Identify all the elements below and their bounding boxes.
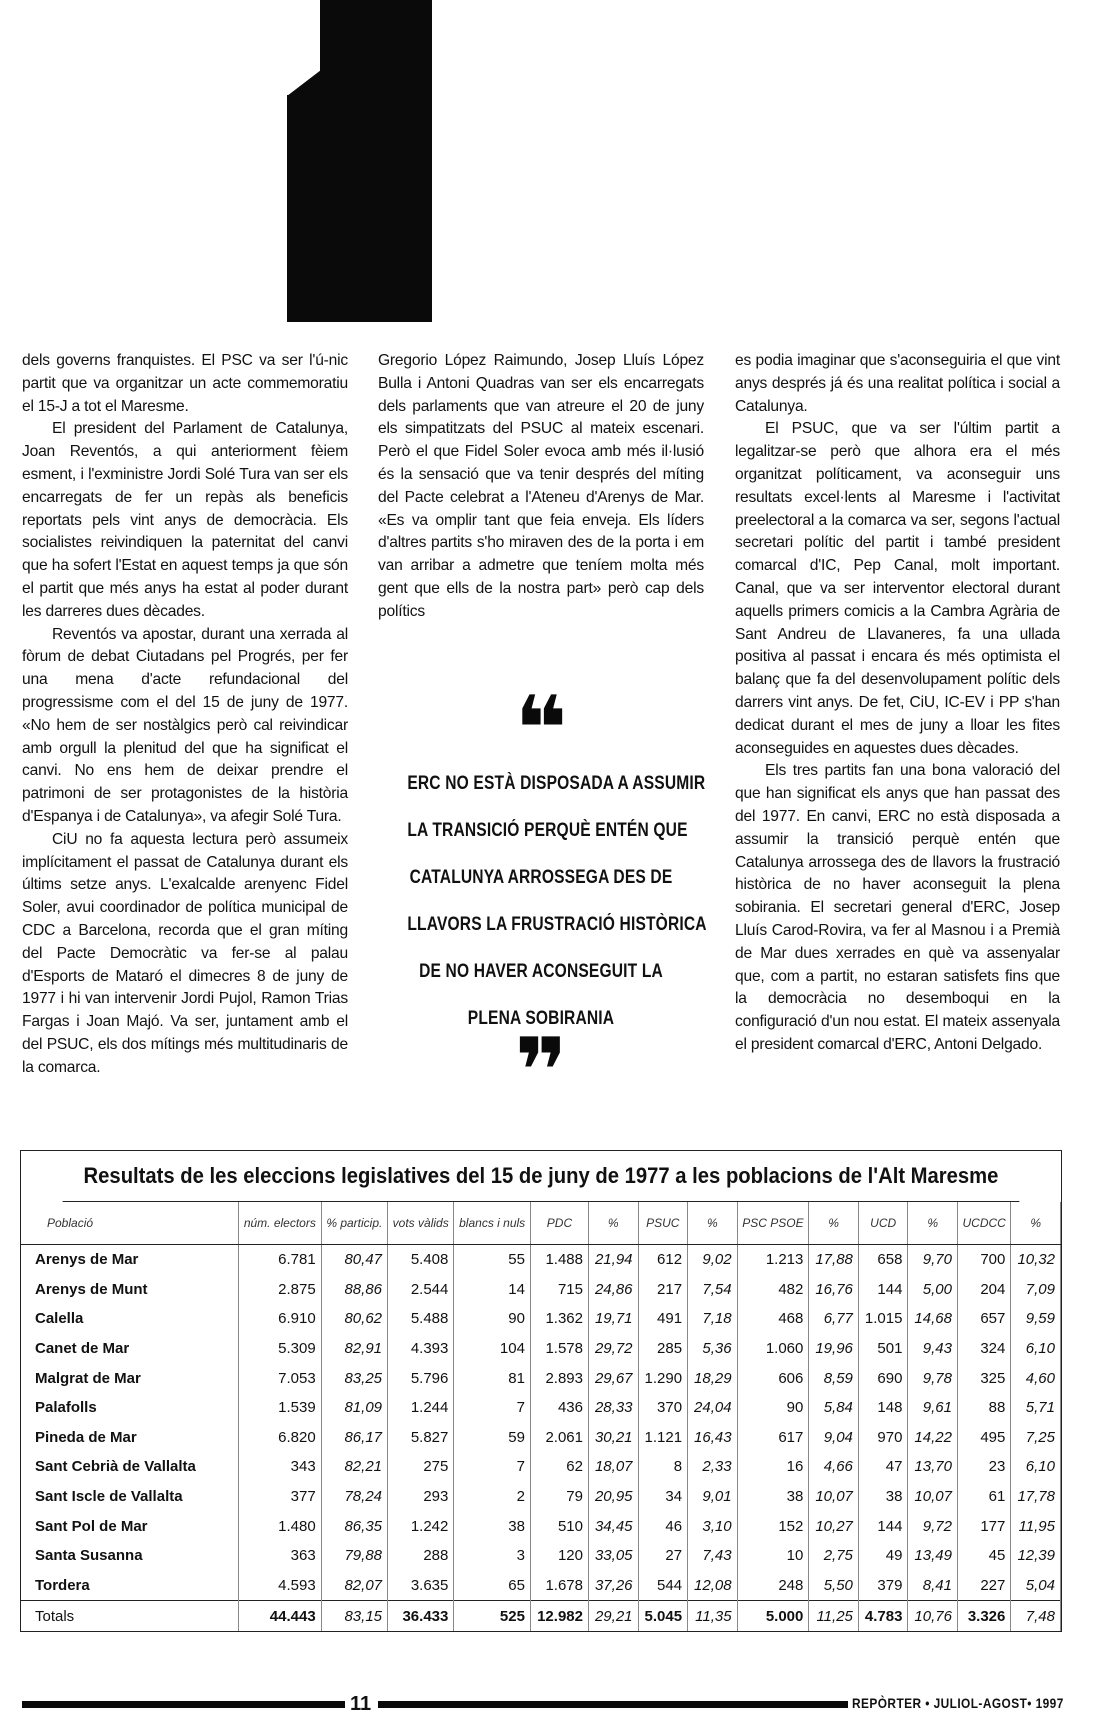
table-cell: 363	[239, 1541, 322, 1571]
table-cell: 1.060	[737, 1334, 809, 1364]
table-cell: 544	[638, 1571, 688, 1601]
totals-cell: 11,35	[688, 1601, 738, 1632]
totals-row	[21, 1601, 1061, 1632]
table-row	[21, 1511, 1061, 1541]
table-cell: 8,59	[809, 1363, 859, 1393]
table-cell: 275	[388, 1452, 454, 1482]
totals-cell: 10,76	[908, 1601, 958, 1632]
table-cell: 14,68	[908, 1304, 958, 1334]
table-cell: 65	[454, 1571, 531, 1601]
table-cell: 4,60	[1011, 1363, 1061, 1393]
table-cell: 55	[454, 1245, 531, 1275]
paragraph: CiU no fa aquesta lectura però assumeix implícitament el passat de Catalunya durant els últims setze anys. L'exalcalde arenyenc Fidel Soler, avui coordinador de política municipal de CDC a Barcelona, recorda que el gran míting del Pacte Democràtic va fer-se al palau d'Esports de Mataró el dimecres 8 de juny de 1977 i hi van intervenir Jordi Pujol, Ramon Trias Fargas i Joan Majó. Va ser, juntament amb el del PSUC, els dos mítings més multitudinaris de la comarca.	[22, 830, 348, 1076]
table-cell: 606	[737, 1363, 809, 1393]
pull-quote-line: PLENA SOBIRANIA	[467, 1008, 615, 1029]
table-cell: 3.635	[388, 1571, 454, 1601]
table-header-cell: PDC	[530, 1202, 588, 1245]
table-cell: 16	[737, 1452, 809, 1482]
table-cell: 24,86	[588, 1275, 638, 1305]
table-header-cell: PSC PSOE	[737, 1202, 809, 1245]
pull-quote-line: ERC NO ESTÀ DISPOSADA A ASSUMIR	[407, 773, 706, 794]
table-cell: 9,72	[908, 1511, 958, 1541]
totals-cell: 11,25	[809, 1601, 859, 1632]
table-header-cell: %	[688, 1202, 738, 1245]
table-cell: 7,43	[688, 1541, 738, 1571]
table-cell: 1.362	[530, 1304, 588, 1334]
town-name-cell: Canet de Mar	[21, 1334, 239, 1364]
totals-label: Totals	[21, 1601, 239, 1632]
footer-rule-right	[378, 1701, 848, 1708]
table-cell: 10,07	[809, 1482, 859, 1512]
table-cell: 4,66	[809, 1452, 859, 1482]
pull-quote-line: CATALUNYA ARROSSEGA DES DE	[409, 867, 673, 888]
table-cell: 144	[858, 1511, 908, 1541]
table-cell: 38	[454, 1511, 531, 1541]
town-name-cell: Sant Pol de Mar	[21, 1511, 239, 1541]
table-cell: 33,05	[588, 1541, 638, 1571]
table-cell: 7	[454, 1452, 531, 1482]
article-column-1	[22, 350, 348, 1080]
table-header-cell: UCD	[858, 1202, 908, 1245]
table-cell: 18,29	[688, 1363, 738, 1393]
totals-cell: 5.045	[638, 1601, 688, 1632]
table-cell: 80,62	[321, 1304, 387, 1334]
paragraph: es podia imaginar que s'aconseguiria el que vint anys després já és una realitat política i social a Catalunya.	[735, 352, 1060, 415]
table-cell: 657	[957, 1304, 1010, 1334]
table-cell: 482	[737, 1275, 809, 1305]
pull-quote-line: LLAVORS LA FRUSTRACIÓ HISTÒRICA	[407, 914, 707, 935]
table-cell: 4.593	[239, 1571, 322, 1601]
table-cell: 491	[638, 1304, 688, 1334]
table-cell: 9,61	[908, 1393, 958, 1423]
table-row	[21, 1541, 1061, 1571]
town-name-cell: Santa Susanna	[21, 1541, 239, 1571]
town-name-cell: Pineda de Mar	[21, 1423, 239, 1453]
table-cell: 9,02	[688, 1245, 738, 1275]
table-cell: 8,41	[908, 1571, 958, 1601]
table-cell: 2,75	[809, 1541, 859, 1571]
table-cell: 2.061	[530, 1423, 588, 1453]
table-cell: 23	[957, 1452, 1010, 1482]
table-cell: 152	[737, 1511, 809, 1541]
table-cell: 13,70	[908, 1452, 958, 1482]
table-cell: 88,86	[321, 1275, 387, 1305]
table-cell: 37,26	[588, 1571, 638, 1601]
table-cell: 3	[454, 1541, 531, 1571]
table-row	[21, 1334, 1061, 1364]
table-cell: 28,33	[588, 1393, 638, 1423]
table-cell: 144	[858, 1275, 908, 1305]
table-cell: 2.893	[530, 1363, 588, 1393]
pull-quote	[378, 677, 707, 1124]
table-cell: 370	[638, 1393, 688, 1423]
table-cell: 970	[858, 1423, 908, 1453]
paragraph: Reventós va apostar, durant una xerrada al fòrum de debat Ciutadans pel Progrés, per fer una mena d'acte refundacional del progressisme com el del 15 de juny de 1977. «No hem de ser nostàlgics però cal reivindicar amb orgull la plenitud del que ha significat el canvi. No ens hem de deixar prendre el patrimoni de ser protagonistes de la història d'Espanya i de Catalunya», va afegir Solé Tura.	[22, 625, 348, 825]
section-logo-stem	[287, 95, 321, 322]
table-cell: 120	[530, 1541, 588, 1571]
table-cell: 20,95	[588, 1482, 638, 1512]
table-cell: 17,78	[1011, 1482, 1061, 1512]
table-cell: 11,95	[1011, 1511, 1061, 1541]
magazine-footer: REPÒRTER • JULIOL-AGOST• 1997	[852, 1695, 1064, 1711]
table-cell: 6.781	[239, 1245, 322, 1275]
table-cell: 148	[858, 1393, 908, 1423]
table-cell: 1.244	[388, 1393, 454, 1423]
table-cell: 9,43	[908, 1334, 958, 1364]
table-cell: 658	[858, 1245, 908, 1275]
table-cell: 5.488	[388, 1304, 454, 1334]
table-cell: 5,84	[809, 1393, 859, 1423]
table-cell: 80,47	[321, 1245, 387, 1275]
table-cell: 5.408	[388, 1245, 454, 1275]
table-cell: 1.678	[530, 1571, 588, 1601]
table-cell: 14	[454, 1275, 531, 1305]
table-cell: 510	[530, 1511, 588, 1541]
table-cell: 700	[957, 1245, 1010, 1275]
table-cell: 90	[737, 1393, 809, 1423]
table-cell: 227	[957, 1571, 1010, 1601]
pull-quote-line: DE NO HAVER ACONSEGUIT LA	[419, 961, 663, 982]
table-cell: 2,33	[688, 1452, 738, 1482]
table-cell: 343	[239, 1452, 322, 1482]
table-cell: 79,88	[321, 1541, 387, 1571]
table-cell: 288	[388, 1541, 454, 1571]
table-cell: 104	[454, 1334, 531, 1364]
table-row	[21, 1571, 1061, 1601]
table-cell: 293	[388, 1482, 454, 1512]
table-cell: 86,17	[321, 1423, 387, 1453]
table-cell: 10,32	[1011, 1245, 1061, 1275]
table-cell: 9,59	[1011, 1304, 1061, 1334]
table-cell: 6.910	[239, 1304, 322, 1334]
table-title: Resultats de les eleccions legislatives del 15 de juny de 1977 a les poblacions de l'Alt Maresme	[63, 1151, 1020, 1202]
table-cell: 46	[638, 1511, 688, 1541]
table-cell: 501	[858, 1334, 908, 1364]
table-cell: 2	[454, 1482, 531, 1512]
table-row	[21, 1423, 1061, 1453]
table-cell: 10,07	[908, 1482, 958, 1512]
town-name-cell: Malgrat de Mar	[21, 1363, 239, 1393]
totals-cell: 44.443	[239, 1601, 322, 1632]
results-table	[21, 1202, 1061, 1631]
table-cell: 12,08	[688, 1571, 738, 1601]
table-cell: 61	[957, 1482, 1010, 1512]
table-cell: 5.309	[239, 1334, 322, 1364]
table-cell: 1.578	[530, 1334, 588, 1364]
table-cell: 38	[737, 1482, 809, 1512]
open-quote-icon: ❝	[514, 677, 568, 782]
table-cell: 78,24	[321, 1482, 387, 1512]
table-cell: 34	[638, 1482, 688, 1512]
totals-cell: 3.326	[957, 1601, 1010, 1632]
table-cell: 285	[638, 1334, 688, 1364]
table-header-cell: Població	[21, 1202, 239, 1245]
table-header-cell: blancs i nuls	[454, 1202, 531, 1245]
table-cell: 47	[858, 1452, 908, 1482]
table-cell: 90	[454, 1304, 531, 1334]
table-header-cell: núm. electors	[239, 1202, 322, 1245]
table-cell: 19,96	[809, 1334, 859, 1364]
table-cell: 9,04	[809, 1423, 859, 1453]
table-cell: 7,25	[1011, 1423, 1061, 1453]
table-header-cell: %	[809, 1202, 859, 1245]
table-cell: 81,09	[321, 1393, 387, 1423]
table-cell: 9,78	[908, 1363, 958, 1393]
table-cell: 2.544	[388, 1275, 454, 1305]
table-cell: 16,43	[688, 1423, 738, 1453]
table-header-cell: % particip.	[321, 1202, 387, 1245]
table-row	[21, 1452, 1061, 1482]
table-cell: 7	[454, 1393, 531, 1423]
table-cell: 82,91	[321, 1334, 387, 1364]
table-row	[21, 1363, 1061, 1393]
table-header-cell: UCDCC	[957, 1202, 1010, 1245]
table-cell: 16,76	[809, 1275, 859, 1305]
table-row	[21, 1245, 1061, 1275]
table-cell: 45	[957, 1541, 1010, 1571]
town-name-cell: Arenys de Mar	[21, 1245, 239, 1275]
table-cell: 29,72	[588, 1334, 638, 1364]
table-cell: 7.053	[239, 1363, 322, 1393]
table-cell: 30,21	[588, 1423, 638, 1453]
table-header-cell: %	[1011, 1202, 1061, 1245]
table-cell: 17,88	[809, 1245, 859, 1275]
table-cell: 21,94	[588, 1245, 638, 1275]
table-row	[21, 1393, 1061, 1423]
town-name-cell: Arenys de Munt	[21, 1275, 239, 1305]
table-cell: 325	[957, 1363, 1010, 1393]
article-column-3	[735, 350, 1060, 1057]
totals-cell: 36.433	[388, 1601, 454, 1632]
table-cell: 5,36	[688, 1334, 738, 1364]
table-cell: 1.121	[638, 1423, 688, 1453]
table-cell: 81	[454, 1363, 531, 1393]
table-cell: 4.393	[388, 1334, 454, 1364]
totals-cell: 83,15	[321, 1601, 387, 1632]
pull-quote-line: LA TRANSICIÓ PERQUÈ ENTÉN QUE	[407, 820, 688, 841]
table-cell: 29,67	[588, 1363, 638, 1393]
table-cell: 377	[239, 1482, 322, 1512]
table-cell: 1.015	[858, 1304, 908, 1334]
section-logo-notch	[287, 70, 321, 96]
table-header-cell: vots vàlids	[388, 1202, 454, 1245]
table-cell: 24,04	[688, 1393, 738, 1423]
results-table-box	[20, 1150, 1062, 1632]
table-cell: 7,18	[688, 1304, 738, 1334]
table-cell: 8	[638, 1452, 688, 1482]
table-cell: 10	[737, 1541, 809, 1571]
table-cell: 19,71	[588, 1304, 638, 1334]
table-cell: 13,49	[908, 1541, 958, 1571]
table-cell: 5,04	[1011, 1571, 1061, 1601]
town-name-cell: Sant Iscle de Vallalta	[21, 1482, 239, 1512]
page-number: 11	[350, 1693, 372, 1715]
table-cell: 49	[858, 1541, 908, 1571]
table-cell: 3,10	[688, 1511, 738, 1541]
table-cell: 9,70	[908, 1245, 958, 1275]
table-cell: 324	[957, 1334, 1010, 1364]
paragraph: El president del Parlament de Catalunya, Joan Reventós, a qui anteriorment fèiem esment, i l'exministre Jordi Solé Tura van ser els encarregats de fer un repàs als beneficis reportats pels vint anys de democràcia. Els socialistes reivindiquen la paternitat del canvi que ha sofert l'Estat en aquest temps ja que són el partit que més anys ha estat al poder durant les darreres dues dècades.	[22, 420, 348, 620]
table-cell: 436	[530, 1393, 588, 1423]
town-name-cell: Tordera	[21, 1571, 239, 1601]
town-name-cell: Sant Cebrià de Vallalta	[21, 1452, 239, 1482]
table-cell: 18,07	[588, 1452, 638, 1482]
table-cell: 177	[957, 1511, 1010, 1541]
table-cell: 86,35	[321, 1511, 387, 1541]
table-header-row	[21, 1202, 1061, 1245]
table-cell: 82,21	[321, 1452, 387, 1482]
close-quote-icon: ❞	[514, 1019, 568, 1124]
table-cell: 6,77	[809, 1304, 859, 1334]
table-cell: 82,07	[321, 1571, 387, 1601]
table-cell: 1.213	[737, 1245, 809, 1275]
table-cell: 495	[957, 1423, 1010, 1453]
table-cell: 5.796	[388, 1363, 454, 1393]
table-cell: 248	[737, 1571, 809, 1601]
table-row	[21, 1275, 1061, 1305]
table-cell: 468	[737, 1304, 809, 1334]
totals-cell: 12.982	[530, 1601, 588, 1632]
totals-cell: 5.000	[737, 1601, 809, 1632]
table-cell: 612	[638, 1245, 688, 1275]
article-column-2	[378, 350, 704, 624]
totals-cell: 29,21	[588, 1601, 638, 1632]
table-cell: 7,54	[688, 1275, 738, 1305]
table-row	[21, 1482, 1061, 1512]
table-cell: 5,50	[809, 1571, 859, 1601]
footer-rule-left	[22, 1701, 345, 1708]
table-cell: 204	[957, 1275, 1010, 1305]
table-cell: 5,71	[1011, 1393, 1061, 1423]
table-cell: 1.480	[239, 1511, 322, 1541]
table-cell: 2.875	[239, 1275, 322, 1305]
table-cell: 12,39	[1011, 1541, 1061, 1571]
table-cell: 217	[638, 1275, 688, 1305]
table-cell: 1.539	[239, 1393, 322, 1423]
table-cell: 617	[737, 1423, 809, 1453]
table-cell: 1.488	[530, 1245, 588, 1275]
totals-cell: 7,48	[1011, 1601, 1061, 1632]
table-cell: 14,22	[908, 1423, 958, 1453]
table-cell: 379	[858, 1571, 908, 1601]
table-header-cell: %	[588, 1202, 638, 1245]
paragraph: Els tres partits fan una bona valoració del que han significat els anys que han passat des del 1977. En canvi, ERC no està disposada a assumir la transició perquè entén que Catalunya arrossega des de llavors la frustració històrica de no haver aconseguit la plena sobirania. El secretari general d'ERC, Josep Lluís Carod-Rovira, va fer al Masnou i a Premià de Mar dues xerrades en què va assenyalar que, com a partit, no estaran satisfets fins que la democràcia no desemboqui en la configuració d'un nou estat. El mateix assenyala el president comarcal d'ERC, Antoni Delgado.	[735, 762, 1060, 1053]
paragraph: dels governs franquistes. El PSC va ser l'ú-nic partit que va organitzar un acte commemoratiu el 15-J a tot el Maresme.	[22, 352, 348, 415]
table-cell: 38	[858, 1482, 908, 1512]
table-cell: 690	[858, 1363, 908, 1393]
table-cell: 5.827	[388, 1423, 454, 1453]
totals-cell: 525	[454, 1601, 531, 1632]
table-cell: 6,10	[1011, 1452, 1061, 1482]
section-logo-block	[320, 0, 432, 322]
table-cell: 9,01	[688, 1482, 738, 1512]
table-header-cell: PSUC	[638, 1202, 688, 1245]
town-name-cell: Palafolls	[21, 1393, 239, 1423]
table-cell: 88	[957, 1393, 1010, 1423]
town-name-cell: Calella	[21, 1304, 239, 1334]
table-cell: 6.820	[239, 1423, 322, 1453]
table-cell: 1.242	[388, 1511, 454, 1541]
table-cell: 34,45	[588, 1511, 638, 1541]
table-cell: 83,25	[321, 1363, 387, 1393]
table-row	[21, 1304, 1061, 1334]
table-cell: 5,00	[908, 1275, 958, 1305]
paragraph: El PSUC, que va ser l'últim partit a legalitzar-se però que alhora era el més organitzat políticament, va aconseguir uns resultats excel·lents al Maresme i l'activitat preelectoral a la comarca va ser, segons l'actual secretari polític del partit i també president comarcal d'IC, Pep Canal, molt important. Canal, que va ser interventor electoral durant aquells primers comicis a la Cambra Agrària de Sant Andreu de Llavaneres, fa una ullada positiva al passat i encara és més optimista el balanç que fa del desenvolupament polític dels darrers vint anys. De fet, CiU, IC-EV i PP s'han dedicat durant el mes de juny a lloar les fites aconseguides en aquestes dues dècades.	[735, 420, 1060, 757]
table-cell: 6,10	[1011, 1334, 1061, 1364]
totals-cell: 4.783	[858, 1601, 908, 1632]
table-cell: 1.290	[638, 1363, 688, 1393]
table-cell: 79	[530, 1482, 588, 1512]
table-header-cell: %	[908, 1202, 958, 1245]
table-cell: 10,27	[809, 1511, 859, 1541]
table-cell: 59	[454, 1423, 531, 1453]
table-cell: 62	[530, 1452, 588, 1482]
table-cell: 7,09	[1011, 1275, 1061, 1305]
table-cell: 27	[638, 1541, 688, 1571]
table-cell: 715	[530, 1275, 588, 1305]
paragraph: Gregorio López Raimundo, Josep Lluís López Bulla i Antoni Quadras van ser els encarregats dels parlaments que van atreure el 20 de juny els simpatitzats del PSUC al mateix escenari. Però el que Fidel Soler evoca amb més il·lusió és la sensació que va tenir després del míting del Pacte celebrat a l'Ateneu d'Arenys de Mar. «Es va omplir tant que feia enveja. Els líders d'altres partits s'ho miraven des de la porta i em van arribar a admetre que teníem molta més gent que ells de la nostra part» però cap dels polítics	[378, 352, 704, 620]
